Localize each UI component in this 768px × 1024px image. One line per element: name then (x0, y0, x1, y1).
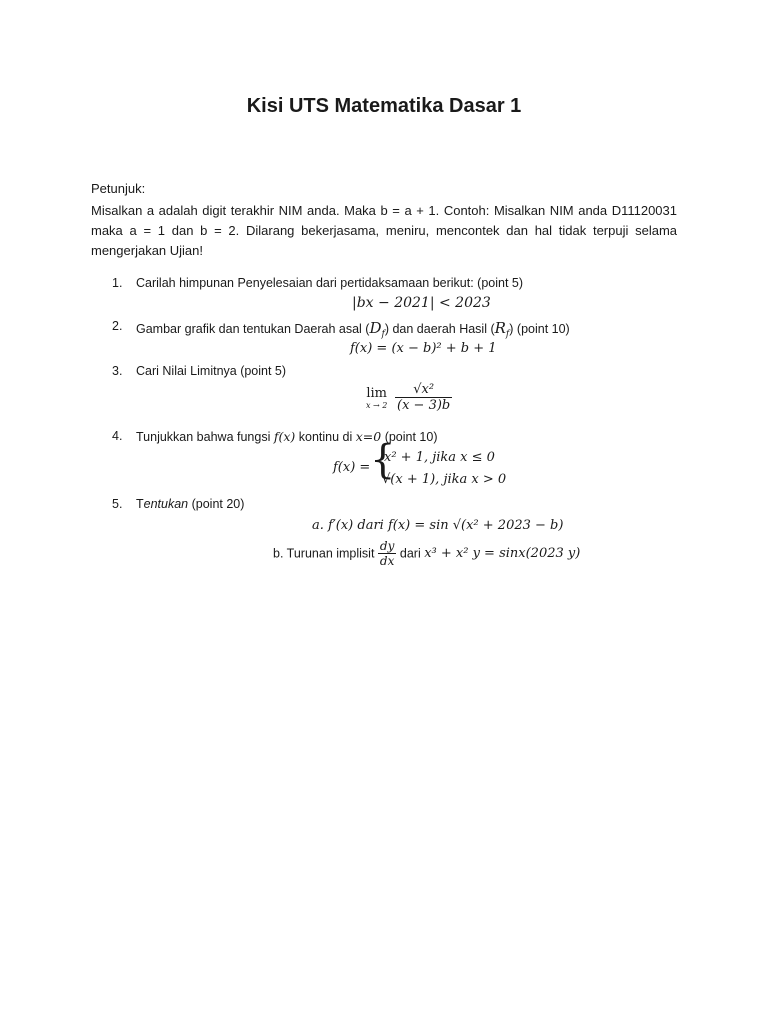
fraction-numerator: √x² (395, 382, 452, 398)
q5-text-italic: entukan (143, 497, 189, 511)
question-number: 4. (112, 429, 123, 443)
formula-q2: f(x) = (x − b)² + b + 1 (350, 341, 497, 356)
left-brace-icon: { (370, 437, 396, 483)
formula-q4-lhs: f(x) = (333, 460, 371, 475)
q4-text-middle: kontinu di (295, 430, 356, 444)
q4-function: f(x) (273, 429, 296, 444)
limit-fraction (395, 382, 452, 413)
q4-text-before: Tunjukkan bahwa fungsi (136, 430, 274, 444)
range-subscript: f (505, 329, 510, 340)
limit-subscript: x → 2 (366, 400, 388, 410)
question-number: 1. (112, 276, 123, 290)
fraction-numerator: dy (379, 539, 395, 553)
limit-label: lim (366, 385, 388, 401)
formula-q5b (273, 539, 580, 568)
q5b-middle: dari (399, 546, 421, 561)
q2-text-before: Gambar grafik dan tentukan Daerah asal ( (136, 322, 370, 336)
instructions-label: Petunjuk: (91, 181, 146, 196)
derivative-fraction (378, 539, 396, 568)
q5-text-after: (point 20) (188, 497, 245, 511)
fraction-denominator: dx (379, 554, 395, 568)
formula-q5a: a. f′(x) dari f(x) = sin √(x² + 2023 − b) (312, 518, 564, 533)
q5-text-first: T (136, 497, 144, 511)
question-text: Cari Nilai Limitnya (point 5) (136, 364, 287, 378)
question-number: 2. (112, 319, 123, 333)
q2-text-middle: ) dan daerah Hasil ( (384, 322, 495, 336)
formula-q3 (366, 382, 452, 413)
case-2: √(x + 1), jika x > 0 (382, 472, 507, 487)
domain-symbol: D (369, 319, 382, 337)
q5b-equation: x³ + x² y = sinx(2023 y) (424, 546, 581, 561)
question-text (136, 497, 244, 511)
q2-text-after: ) (point 10) (509, 322, 570, 336)
fraction-denominator: (x − 3)b (397, 398, 451, 413)
question-text (136, 319, 570, 340)
question-text: Carilah himpunan Penyelesaian dari pertidaksamaan berikut: (point 5) (136, 276, 524, 290)
q4-point: x=0 (355, 429, 382, 444)
domain-subscript: f (381, 329, 385, 340)
q4-text-after: (point 10) (381, 430, 438, 444)
case-1: x² + 1, jika x ≤ 0 (384, 450, 495, 465)
limit-operator (366, 386, 387, 410)
question-number: 5. (112, 497, 123, 511)
formula-q1: |bx − 2021| < 2023 (352, 295, 491, 311)
document-title: Kisi UTS Matematika Dasar 1 (246, 95, 522, 117)
question-number: 3. (112, 364, 123, 378)
q5b-label: b. Turunan implisit (273, 546, 375, 561)
instructions-body: Misalkan a adalah digit terakhir NIM anda. Maka b = a + 1. Contoh: Misalkan NIM anda D11120031 maka a = 1 dan b = 2. Dilarang bekerjasama, meniru, mencontek dan hal tidak terpuji selama mengerjakan Ujian! (91, 203, 677, 258)
range-symbol: R (494, 319, 506, 337)
